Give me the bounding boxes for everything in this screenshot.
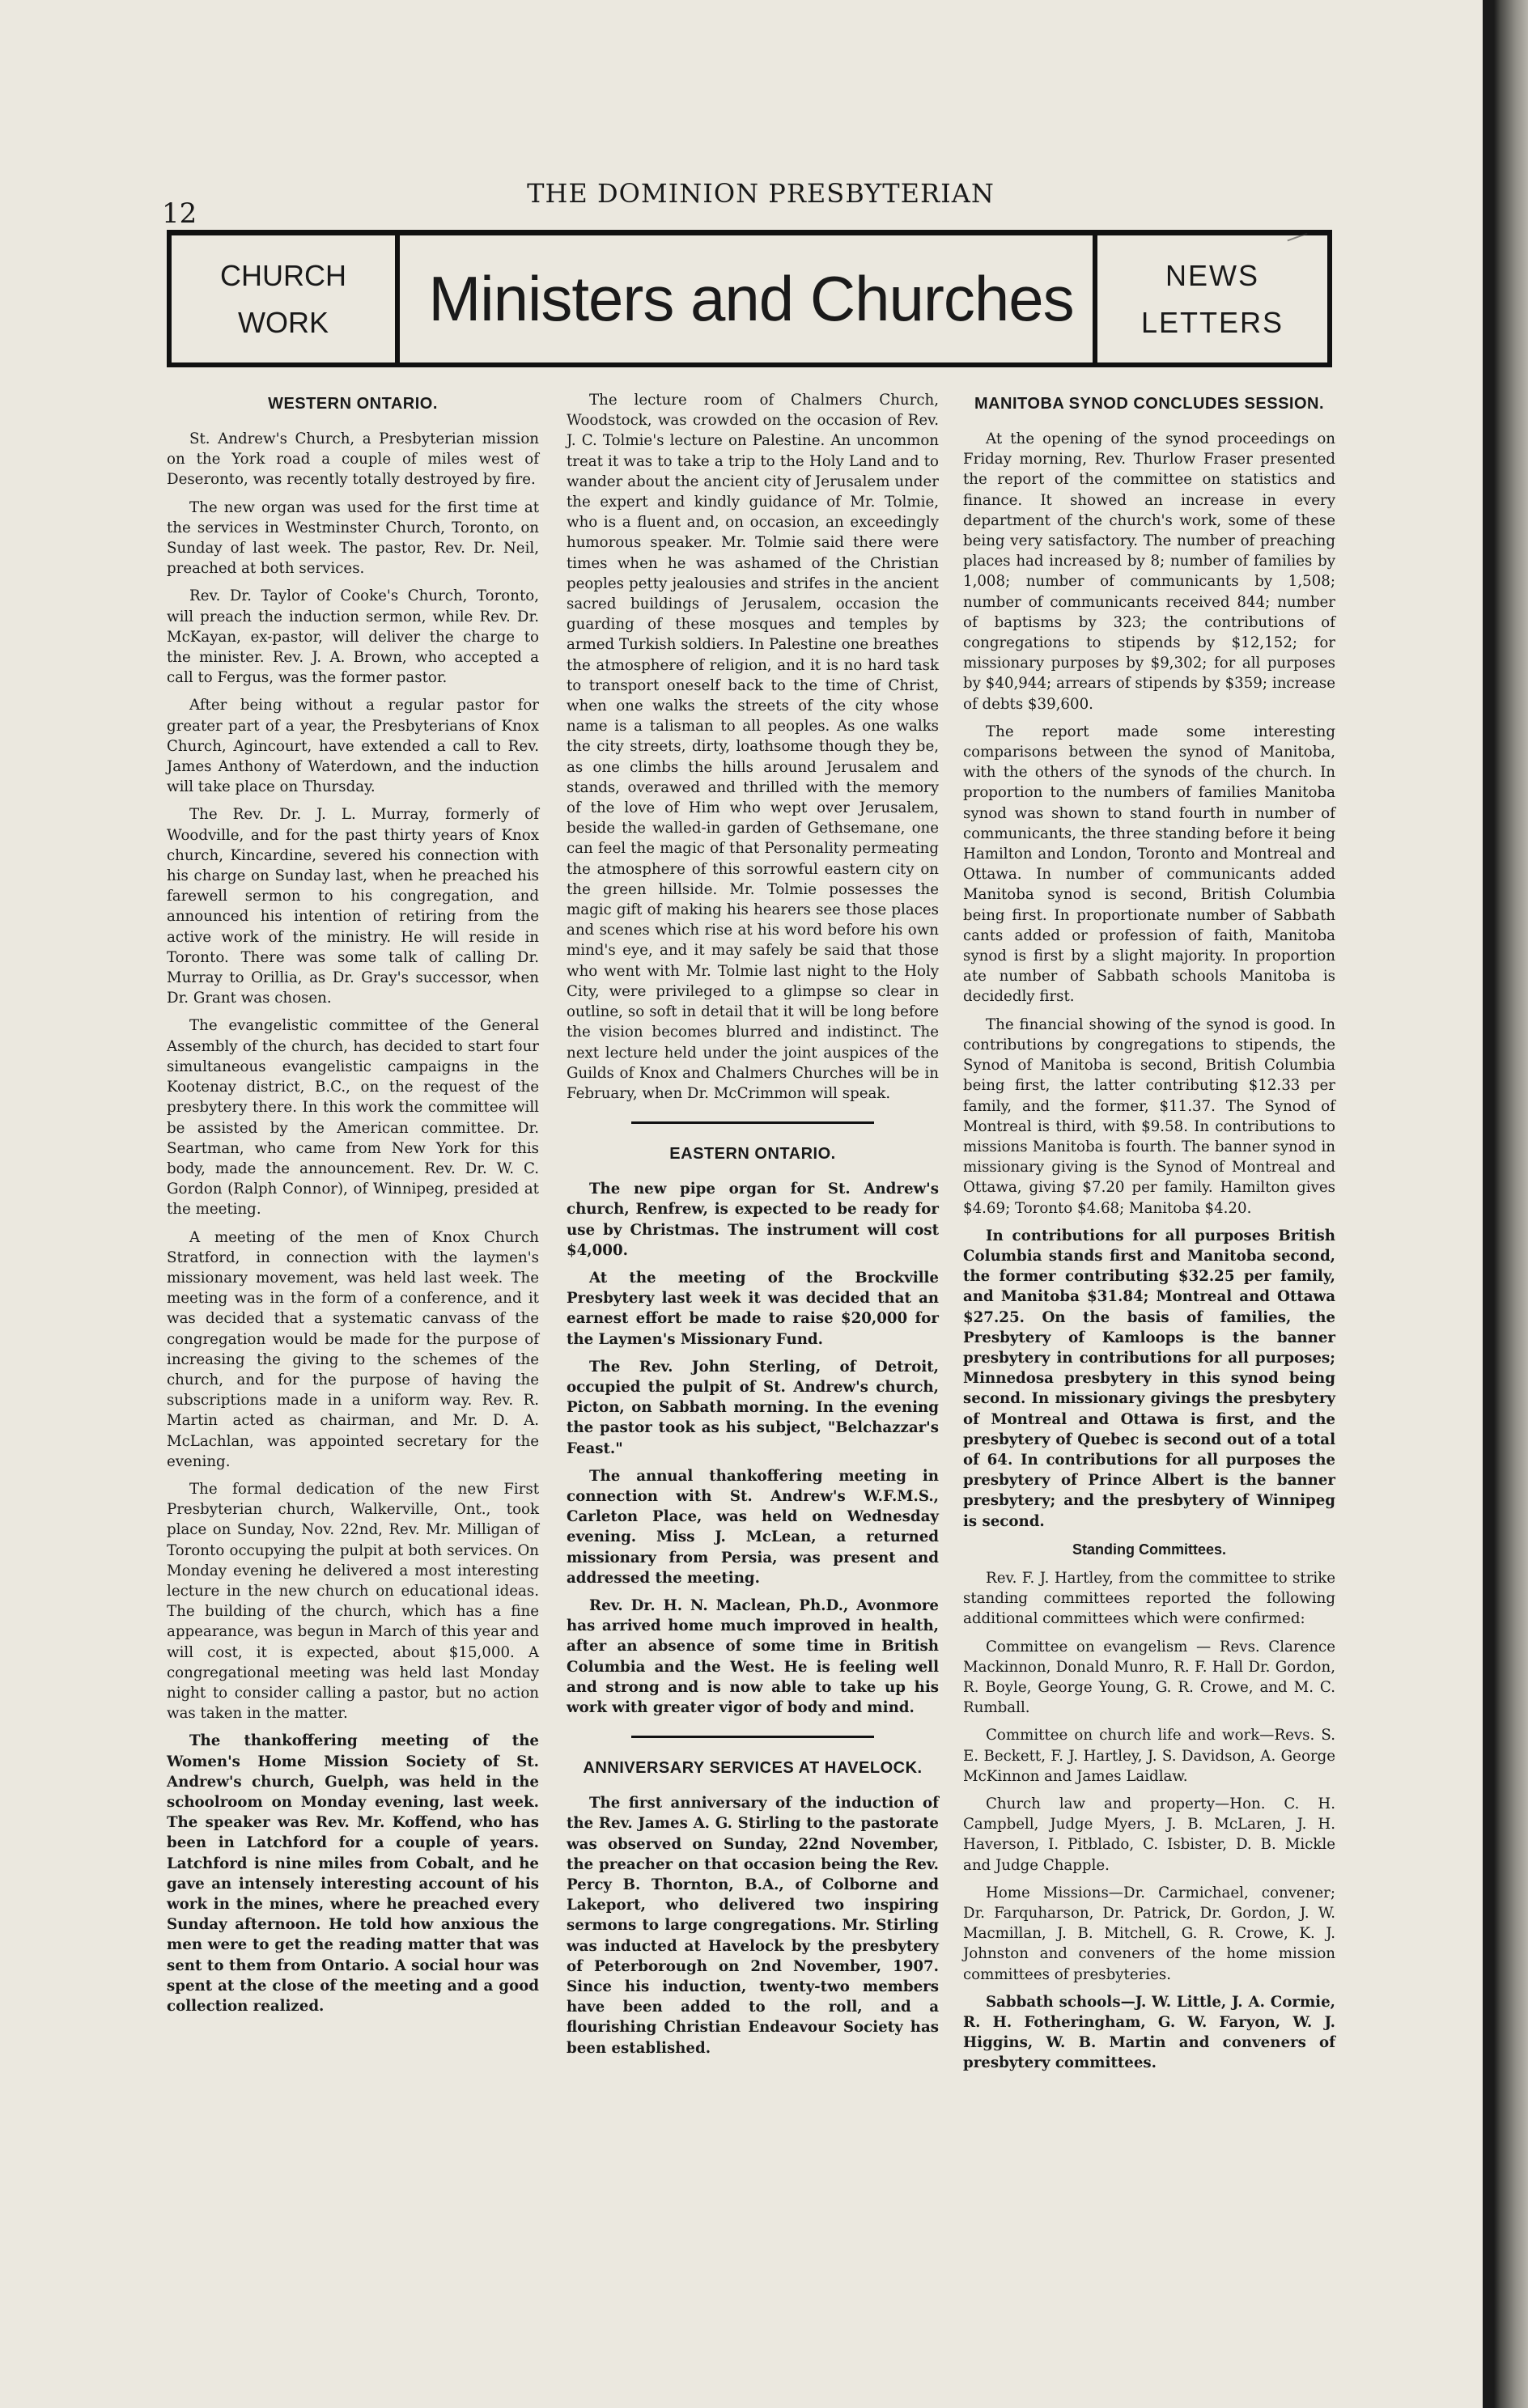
article-paragraph: The annual thankoffering meeting in connection with St. Andrew's W.F.M.S., Carleton Place, was held on Wednesday evening. Miss J. McLean, a returned missionary from Persia, was present and addressed the meeting. bbox=[567, 1467, 939, 1587]
banner-left-box bbox=[172, 235, 400, 362]
article-paragraph: In contributions for all purposes British Columbia stands first and Manitoba second, the former contributing $32.25 per family, and Manitoba $31.84; Montreal and Ottawa $27.25. On the basis of families, the Presbytery of Kamloops is the banner presbytery in contributions for all purposes; Minnedosa presbytery in this synod being second. In missionary givings the presbytery of Montreal and Ottawa is first, and the presbytery of Quebec is second out of a total of 64. In contributions for all purposes the presbytery of Prince Albert is the banner presbytery; and the presbytery of Winnipeg is second. bbox=[963, 1227, 1335, 1530]
article-paragraph: Rev. F. J. Hartley, from the committee to strike standing committees reported the following additional committees which were confirmed: bbox=[963, 1569, 1335, 1628]
heading-anniversary-services: ANNIVERSARY SERVICES AT HAVELOCK. bbox=[583, 1759, 923, 1778]
heading-western-ontario: WESTERN ONTARIO. bbox=[268, 395, 438, 413]
article-paragraph: A meeting of the men of Knox Church Stratford, in connection with the laymen's missionary movement, was held last week. The meeting was in the form of a conference, and it was decided that a systematic canvass of the congregation would be made for the purpose of increasing the giving to the schemes of the church, and for the purpose of having the subscriptions made in a uniform way. Rev. R. Martin acted as chairman, and Mr. D. A. McLachlan, was appointed secretary for the evening. bbox=[167, 1228, 539, 1470]
article-paragraph: The financial showing of the synod is good. In contributions by congregations to stipends, the Synod of Manitoba is second, British Columbia being first, the latter contributing $12.33 per family, and the former, $11.37. The Synod of Montreal is third, with $9.58. In contributions to missions Manitoba is fourth. The banner synod in missionary giving is the Synod of Montreal and Ottawa, giving $7.20 per family. Hamilton gives $4.69; Toronto $4.68; Manitoba $4.20. bbox=[963, 1015, 1335, 1217]
section-banner bbox=[167, 230, 1332, 367]
article-paragraph: St. Andrew's Church, a Presbyterian mission on the York road a couple of miles west of Deseronto, was recently totally destroyed by fire. bbox=[167, 430, 539, 489]
journal-title: THE DOMINION PRESBYTERIAN bbox=[527, 178, 995, 209]
section-rule bbox=[631, 1736, 874, 1738]
subheading-standing-committees: Standing Committees. bbox=[1072, 1541, 1227, 1558]
column-middle bbox=[567, 390, 939, 2066]
article-paragraph: The Rev. John Sterling, of Detroit, occupied the pulpit of St. Andrew's church, Picton, on Sabbath morning. In the evening the pastor took as his subject, "Belchazzar's Feast." bbox=[567, 1358, 939, 1457]
article-paragraph: Home Missions—Dr. Carmichael, convener; Dr. Farquharson, Dr. Patrick, Dr. Gordon, J. W. Macmillan, J. B. Mitchell, G. R. Crowe, K. J. Johnston and conveners of the home mission committees of presbyteries. bbox=[963, 1884, 1335, 1983]
article-paragraph: The new organ was used for the first time at the services in Westminster Church, Toronto, on Sunday of last week. The pastor, Rev. Dr. Neil, preached at both services. bbox=[167, 498, 539, 578]
article-paragraph: Rev. Dr. H. N. Maclean, Ph.D., Avonmore has arrived home much improved in health, after an absence of some time in British Columbia and the West. He is feeling well and strong and is now able to take up his work with greater vigor of body and mind. bbox=[567, 1596, 939, 1716]
banner-right-box bbox=[1093, 235, 1327, 362]
article-paragraph: The new pipe organ for St. Andrew's church, Renfrew, is expected to be ready for use by Christmas. The instrument will cost $4,000. bbox=[567, 1181, 939, 1259]
article-paragraph: The Rev. Dr. J. L. Murray, formerly of Woodville, and for the past thirty years of Knox church, Kincardine, severed his connection with his charge on Sunday last, when he preached his farewell sermon to his congregation, and announced his intention of retiring from the active work of the ministry. He will reside in Toronto. There was some talk of calling Dr. Murray to Orillia, as Dr. Gray's successor, when Dr. Grant was chosen. bbox=[167, 806, 539, 1007]
banner-left-line2: WORK bbox=[238, 305, 329, 339]
banner-right-line1: NEWS bbox=[1165, 258, 1259, 292]
column-left bbox=[167, 390, 539, 2024]
article-paragraph: Rev. Dr. Taylor of Cooke's Church, Toronto, will preach the induction sermon, while Rev. Dr. McKayan, ex-pastor, will deliver the charge to the minister. Rev. J. A. Brown, who accepted a call to Fergus, was the former pastor. bbox=[167, 587, 539, 687]
article-paragraph: The thankoffering meeting of the Women's Home Mission Society of St. Andrew's church, Guelph, was held in the schoolroom on Monday evening, last week. The speaker was Rev. Mr. Koffend, who has been in Latchford for a couple of years. Latchford is nine miles from Cobalt, and he gave an intensely interesting account of his work in the mines, where he preached every Sunday afternoon. He told how anxious the men were to get the reading matter that was sent to them from Ontario. A social hour was spent at the close of the meeting and a good collection realized. bbox=[167, 1732, 539, 2016]
scan-edge-shadow bbox=[1483, 0, 1528, 2408]
article-paragraph: Committee on evangelism — Revs. Clarence Mackinnon, Donald Munro, R. F. Hall Dr. Gordon, R. Boyle, George Young, G. R. Crowe, and M. C. Rumball. bbox=[963, 1638, 1335, 1717]
banner-left-line1: CHURCH bbox=[220, 258, 346, 292]
banner-title: Ministers and Churches bbox=[428, 263, 1074, 334]
article-paragraph: The evangelistic committee of the General Assembly of the church, has decided to start four simultaneous evangelistic campaigns in the Kootenay district, B.C., on the request of the presbytery there. In this work the committee will be assisted by the American committee. Dr. Seartman, who came from New York for this body, made the announcement. Rev. Dr. W. C. Gordon (Ralph Connor), of Winnipeg, presided at the meeting. bbox=[167, 1017, 539, 1219]
article-paragraph: At the meeting of the Brockville Presbytery last week it was decided that an earnest effort be made to raise $20,000 for the Laymen's Missionary Fund. bbox=[567, 1269, 939, 1348]
heading-eastern-ontario: EASTERN ONTARIO. bbox=[669, 1145, 836, 1164]
article-paragraph: Church law and property—Hon. C. H. Campbell, Judge Myers, J. B. McLaren, J. H. Haverson, I. Pitblado, C. Isbister, D. B. Mickle and Judge Chapple. bbox=[963, 1795, 1335, 1874]
article-paragraph: At the opening of the synod proceedings on Friday morning, Rev. Thurlow Fraser presented the report of the committee on statistics and finance. It showed an increase in every department of the church's work, some of these being very satisfactory. The number of preaching places had increased by 8; number of families by 1,008; number of communicants by 1,508; number of communicants received 844; number of baptisms by 323; the contributions of congregations to stipends by $12,152; for missionary purposes by $9,302; for all purposes by $40,944; arrears of stipends by $359; increase of debts $39,600. bbox=[963, 430, 1335, 713]
page-number: 12 bbox=[162, 197, 197, 230]
article-paragraph: The first anniversary of the induction of the Rev. James A. G. Stirling to the pastorate was observed on Sunday, 22nd November, the preacher on that occasion being the Rev. Percy B. Thornton, B.A., of Colborne and Lakeport, who delivered two inspiring sermons to large congregations. Mr. Stirling was inducted at Havelock by the presbytery of Peterborough on 2nd November, 1907. Since his induction, twenty-two members have been added to the roll, and a flourishing Christian Endeavour Society has been established. bbox=[567, 1795, 939, 2057]
column-right bbox=[963, 390, 1335, 2081]
article-paragraph: The lecture room of Chalmers Church, Woodstock, was crowded on the occasion of Rev. J. C. Tolmie's lecture on Palestine. An uncommon treat it was to take a trip to the Holy Land and to wander about the ancient city of Jerusalem under the expert and kindly guidance of Mr. Tolmie, who is a fluent and, on occasion, an exceedingly humorous speaker. Mr. Tolmie said there were times when he was ashamed of the Christian peoples petty jealousies and strifes in the ancient sacred buildings of Jerusalem, occasion the guarding of these mosques and temples by armed Turkish soldiers. In Palestine one breathes the atmosphere of religion, and it is no hard task to transport oneself back to the time of Christ, when one walks the streets of the city whose name is a talisman to all peoples. As one walks the city streets, dirty, loathsome though they be, as one climbs the hills around Jerusalem and stands, overawed and thrilled with the memory of the love of Him who wept over Jerusalem, beside the walled-in garden of Gethsemane, one can feel the magic of that Personality permeating the atmosphere of this sorrowful eastern city on the green hillside. Mr. Tolmie possesses the magic gift of making his hearers see those places and scenes which rise at his word before his own mind's eye, and it may safely be said that those who went with Mr. Tolmie last night to the Holy City, were privileged to a glimpse so clear in outline, so soft in detail that it will be long before the vision becomes blurred and indistinct. The next lecture held under the joint auspices of the Guilds of Knox and Chalmers Churches will be in February, when Dr. McCrimmon will speak. bbox=[567, 392, 939, 1102]
article-paragraph: Committee on church life and work—Revs. S. E. Beckett, F. J. Hartley, J. S. Davidson, A. George McKinnon and James Laidlaw. bbox=[963, 1727, 1335, 1785]
article-paragraph: Sabbath schools—J. W. Little, J. A. Cormie, R. H. Fotheringham, G. W. Faryon, W. J. Higgins, W. B. Martin and conveners of presbytery committees. bbox=[963, 1993, 1335, 2072]
heading-manitoba-synod: MANITOBA SYNOD CONCLUDES SESSION. bbox=[974, 395, 1325, 413]
section-rule bbox=[631, 1121, 874, 1124]
article-paragraph: After being without a regular pastor for greater part of a year, the Presbyterians of Knox Church, Agincourt, have extended a call to Rev. James Anthony of Waterdown, and the induction will take place on Thursday. bbox=[167, 697, 539, 796]
article-paragraph: The formal dedication of the new First Presbyterian church, Walkerville, Ont., took place on Sunday, Nov. 22nd, Rev. Mr. Milligan of Toronto occupying the pulpit at both services. On Monday evening he delivered a most interesting lecture in the new church on educational ideas. The building of the church, which has a fine appearance, was begun in March of this year and will cost, it is expected, about $15,000. A congregational meeting was held last Monday night to consider calling a pastor, but no action was taken in the matter. bbox=[167, 1480, 539, 1723]
banner-right-line2: LETTERS bbox=[1140, 305, 1284, 339]
article-paragraph: The report made some interesting comparisons between the synod of Manitoba, with the others of the synods of the church. In proportion to the numbers of families Manitoba synod was shown to stand fourth in number of communicants, the three standing before it being Hamilton and London, Toronto and Montreal and Ottawa. In number of communicants added Manitoba synod is second, British Columbia being first. In proportionate number of Sabbath cants added or profession of faith, Manitoba synod is first by a slight majority. In proportion ate number of Sabbath schools Manitoba is decidedly first. bbox=[963, 723, 1335, 1006]
